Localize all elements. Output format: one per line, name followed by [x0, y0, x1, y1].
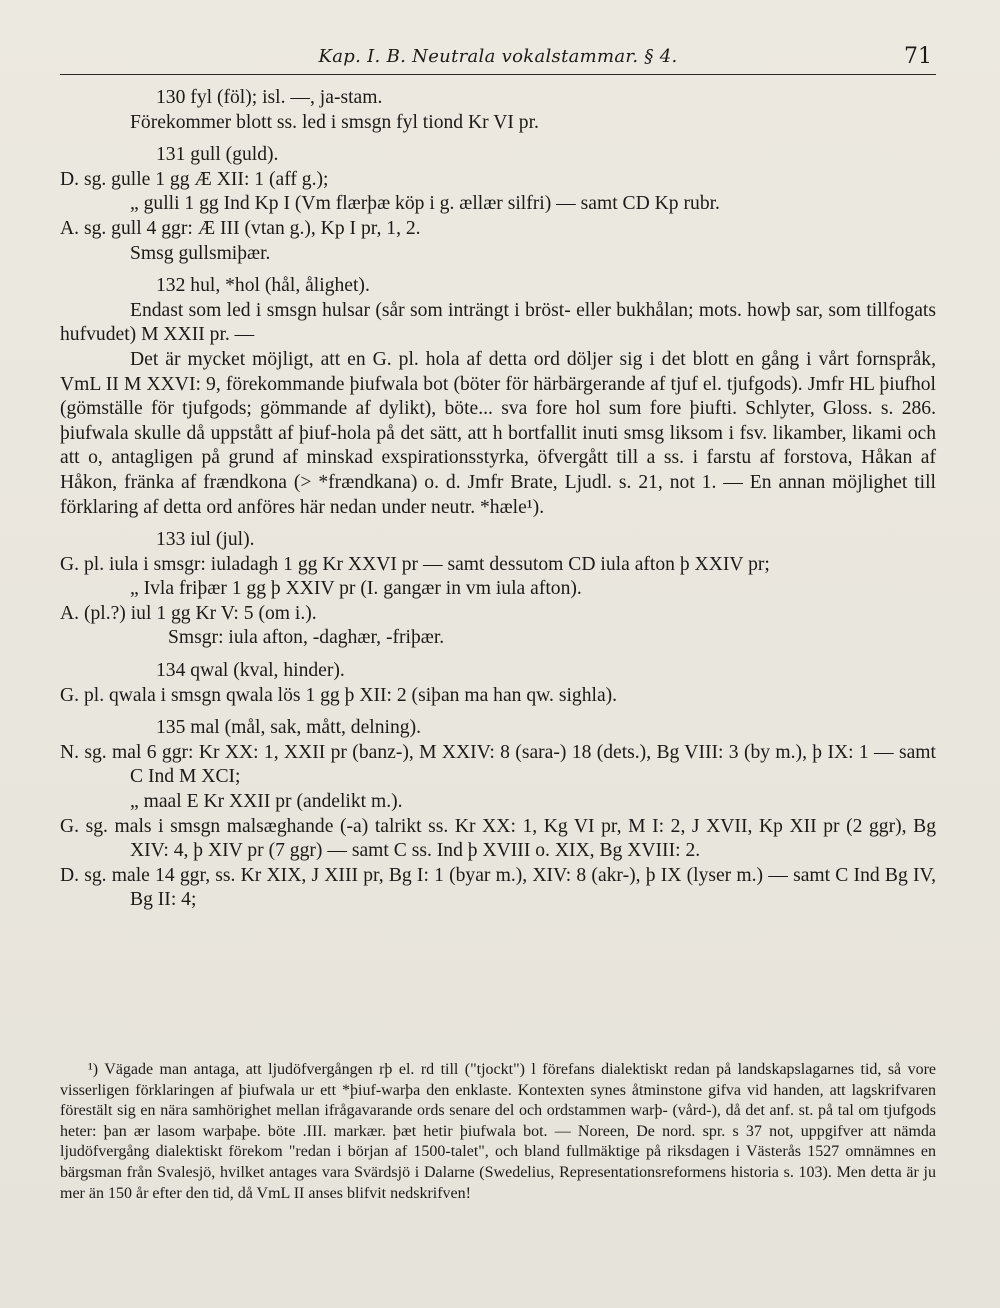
running-title: Kap. I. B. Neutrala vokalstammar. § 4. [318, 46, 678, 67]
page-number: 71 [904, 44, 932, 69]
entry-135-heading: 135 mal (mål, sak, mått, delning). [156, 717, 422, 739]
entry-133-compounds: Smsgr: iula afton, -daghær, -friþær. [168, 627, 445, 649]
entry-135-gen-sg: G. sg. mals i smsgn malsæghande (-a) talrikt ss. Kr XX: 1, Kg VI pr, M I: 2, J XVII, Kp XII pr (2 ggr), Bg XIV: 4, þ XIV pr (7 ggr) — samt C ss. Ind þ XVIII o. XIX, Bg XVIII: 2. [60, 815, 936, 862]
entry-133-heading: 133 iul (jul). [156, 529, 255, 551]
entry-131-heading: 131 gull (guld). [156, 144, 279, 166]
body-text [60, 86, 936, 913]
entry-131-compound: Smsg gullsmiþær. [130, 242, 271, 264]
entry-131-dat-sg: D. sg. gulle 1 gg Æ XII: 1 (aff g.); [60, 168, 329, 190]
entry-133-gen-pl: G. pl. iula i smsgr: iuladagh 1 gg Kr XXVI pr — samt dessutom CD iula afton þ XXIV pr; [60, 553, 770, 575]
entry-133-gen-pl-ditto: „ Ivla friþær 1 gg þ XXIV pr (I. gangær in vm iula afton). [130, 578, 582, 600]
entry-135-nom-sg-ditto: „ maal E Kr XXII pr (andelikt m.). [130, 791, 403, 813]
entry-133-acc: A. (pl.?) iul 1 gg Kr V: 5 (om i.). [60, 602, 317, 624]
entry-134-gen-pl: G. pl. qwala i smsgn qwala lös 1 gg þ XII: 2 (siþan ma han qw. sighla). [60, 684, 618, 706]
entry-135-dat-sg: D. sg. male 14 ggr, ss. Kr XIX, J XIII pr, Bg I: 1 (byar m.), XIV: 8 (akr-), þ IX (lyser m.) — samt C Ind Bg IV, Bg II: 4; [60, 864, 936, 911]
footnote-text: ¹) Vägade man antaga, att ljudöfvergången rþ el. rd till ("tjockt") l förefans dialektiskt redan på landskapslagarnes tid, så vore visserligen förklaringen af þiufwala ur ett *þiuf-warþa den enklaste. Kontexten synes åtminstone gifva vid handen, att lagskrifvaren förestält sig en nära samhörighet mellan ifrågavarande ords senare del och ordstammen warþ- (vård-), då det anf. st. på tal om tjufgods heter: þan ær lasom warþaþe. böte .III. markær. þæt hetir þiufwala bot. — Noreen, De nord. spr. s 37 not, uppgifver att nämda ljudöfvergång dialektiskt förekom "redan i början af 1500-talet", och bland fullmäktige på riksdagen i Västerås 1527 omnämnes en bärgsman från Svalesjö, hvilket antages vara Svärdsjö i Dalarne (Swedelius, Representationsreformens historia s. 103). Men detta är ju mer än 150 år efter den tid, då VmL II anses blifvit nedskrifven! [60, 1061, 936, 1202]
entry-135-nom-sg: N. sg. mal 6 ggr: Kr XX: 1, XXII pr (banz-), M XXIV: 8 (sara-) 18 (dets.), Bg VIII: 3 (by m.), þ IX: 1 — samt C Ind M XCI; [60, 741, 936, 788]
entry-131-acc-sg: A. sg. gull 4 ggr: Æ III (vtan g.), Kp I pr, 1, 2. [60, 217, 421, 239]
entry-134-heading: 134 qwal (kval, hinder). [156, 660, 345, 682]
page-header [60, 44, 936, 75]
entry-130-text: Förekommer blott ss. led i smsgn fyl tiond Kr VI pr. [130, 111, 539, 133]
entry-132-text: Endast som led i smsgn hulsar (sår som inträngt i bröst- eller bukhålan; mots. howþ sar, som tillfogats hufvudet) M XXII pr. — [60, 299, 936, 346]
entry-131-dat-sg-ditto: „ gulli 1 gg Ind Kp I (Vm flærþæ köp i g. ællær silfri) — samt CD Kp rubr. [130, 193, 720, 215]
entry-132-discussion: Det är mycket möjligt, att en G. pl. hola af detta ord döljer sig i det blott en gång i vårt fornspråk, VmL II M XXVI: 9, förekommande þiufwala bot (böter för härbärgerande af tjuf el. tjufgods). Jmfr HL þiufhol (gömställe för tjufgods; gömmande af dylikt), böte... sva fore hol sum fore þiufti. Schlyter, Gloss. s. 286. þiufwala skulle då uppstått af þiuf-hola på det sätt, att h bortfallit inuti smsg liksom i fsv. likamber, likami och att o, antagligen på grund af minskad exspirationsstyrka, öfvergått till a ss. i farstu af forstova, Håkan af Håkon, fränka af frændkona (> *frændkana) o. d. Jmfr Brate, Ljudl. s. 21, not 1. — En annan möjlighet till förklaring af detta ord anföres här nedan under neutr. *hæle¹). [60, 348, 936, 518]
entry-130-heading: 130 fyl (föl); isl. —, ja-stam. [156, 87, 383, 108]
entry-132-heading: 132 hul, *hol (hål, ålighet). [156, 275, 370, 297]
footnote [60, 1060, 936, 1204]
